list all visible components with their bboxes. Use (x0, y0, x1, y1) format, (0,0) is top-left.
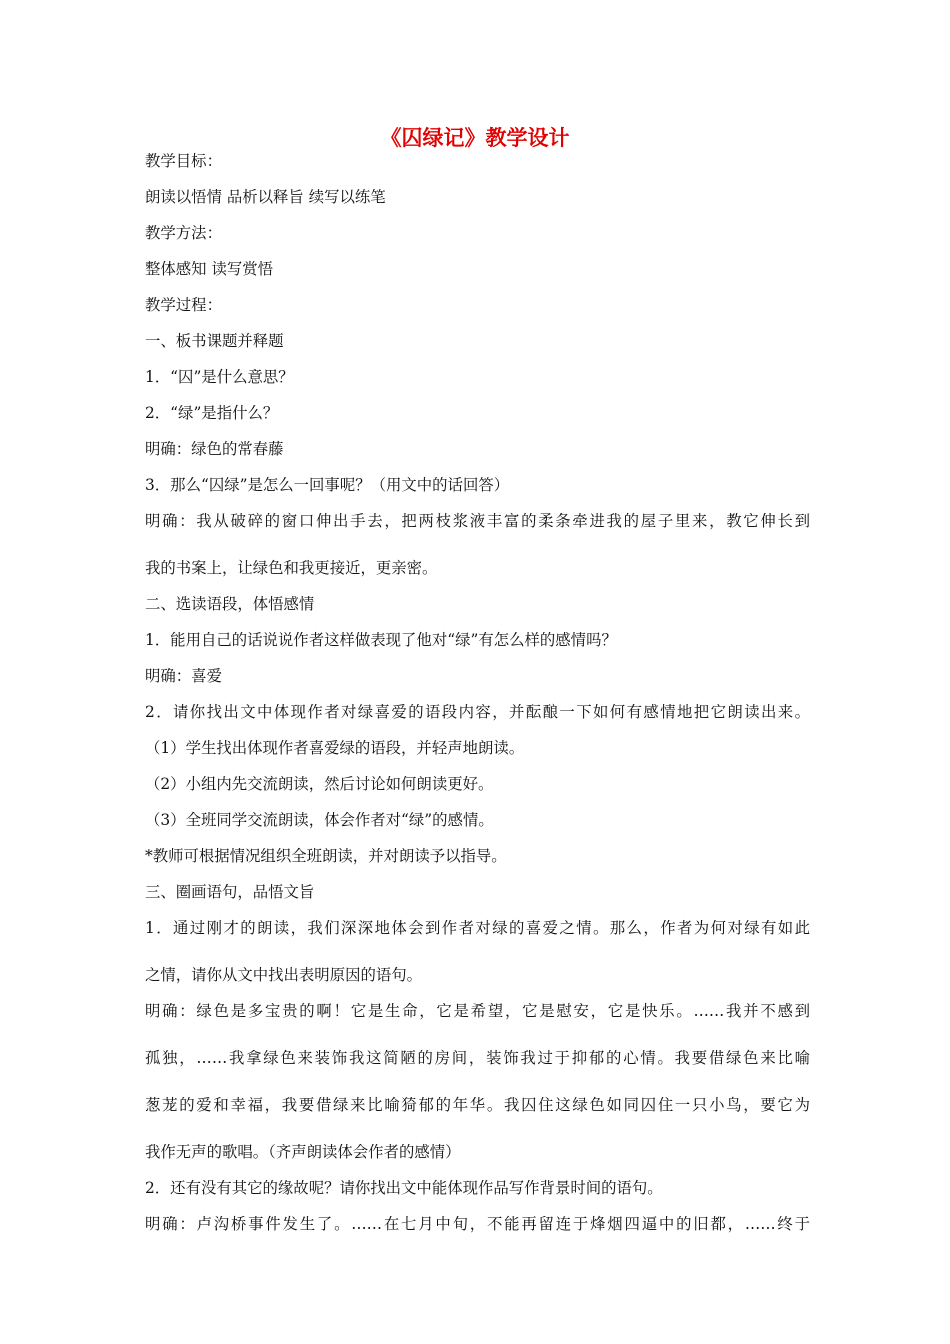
text-line: （3）全班同学交流朗读，体会作者对“绿”的感情。 (145, 811, 494, 829)
text-line: 2．“绿”是指什么？ (145, 404, 279, 422)
text-line: （2）小组内先交流朗读，然后讨论如何朗读更好。 (145, 775, 494, 793)
text-line: 朗读以悟情 品析以释旨 续写以练笔 (145, 188, 386, 206)
text-line: 明确：绿色的常春藤 (145, 440, 284, 458)
text-line: 2．还有没有其它的缘故呢？请你找出文中能体现作品写作背景时间的语句。 (145, 1179, 663, 1197)
text-line: 孤独，……我拿绿色来装饰我这简陋的房间，装饰我过于抑郁的心情。我要借绿色来比喻 (145, 1049, 810, 1067)
text-line: 1．通过刚才的朗读，我们深深地体会到作者对绿的喜爱之情。那么，作者为何对绿有如此 (145, 919, 810, 937)
text-line: 葱茏的爱和幸福，我要借绿来比喻猗郁的年华。我囚住这绿色如同囚住一只小鸟，要它为 (145, 1096, 810, 1114)
text-line: 教学过程： (145, 296, 222, 314)
text-line: 三、圈画语句，品悟文旨 (145, 883, 315, 901)
text-line: 之情，请你从文中找出表明原因的语句。 (145, 966, 423, 984)
text-line: 我作无声的歌唱。（齐声朗读体会作者的感情） (145, 1143, 461, 1161)
text-line: 1．“囚”是什么意思？ (145, 368, 294, 386)
text-line: 明确：喜爱 (145, 667, 222, 685)
text-line: （1）学生找出体现作者喜爱绿的语段，并轻声地朗读。 (145, 739, 525, 757)
text-line: 3．那么“囚绿”是怎么一回事呢？（用文中的话回答） (145, 476, 510, 494)
document-title: 《囚绿记》教学设计 (380, 126, 570, 150)
text-line: 1．能用自己的话说说作者这样做表现了他对“绿”有怎么样的感情吗？ (145, 631, 617, 649)
text-line: 教学目标： (145, 152, 222, 170)
text-line: 教学方法： (145, 224, 222, 242)
document-body (145, 149, 810, 1236)
text-line: 明确：我从破碎的窗口伸出手去，把两枝浆液丰富的柔条牵进我的屋子里来，教它伸长到 (145, 512, 810, 530)
text-line: 整体感知 读写赏悟 (145, 260, 274, 278)
text-line: 我的书案上，让绿色和我更接近，更亲密。 (145, 559, 438, 577)
text-line: *教师可根据情况组织全班朗读，并对朗读予以指导。 (145, 847, 507, 865)
text-line: 明确：卢沟桥事件发生了。……在七月中旬，不能再留连于烽烟四逼中的旧都，……终于 (145, 1215, 810, 1233)
text-line: 一、板书课题并释题 (145, 332, 284, 350)
text-line: 二、选读语段，体悟感情 (145, 595, 315, 613)
text-line: 2．请你找出文中体现作者对绿喜爱的语段内容，并酝酿一下如何有感情地把它朗读出来。 (145, 703, 810, 721)
text-line: 明确：绿色是多宝贵的啊！它是生命，它是希望，它是慰安，它是快乐。……我并不感到 (145, 1002, 810, 1020)
